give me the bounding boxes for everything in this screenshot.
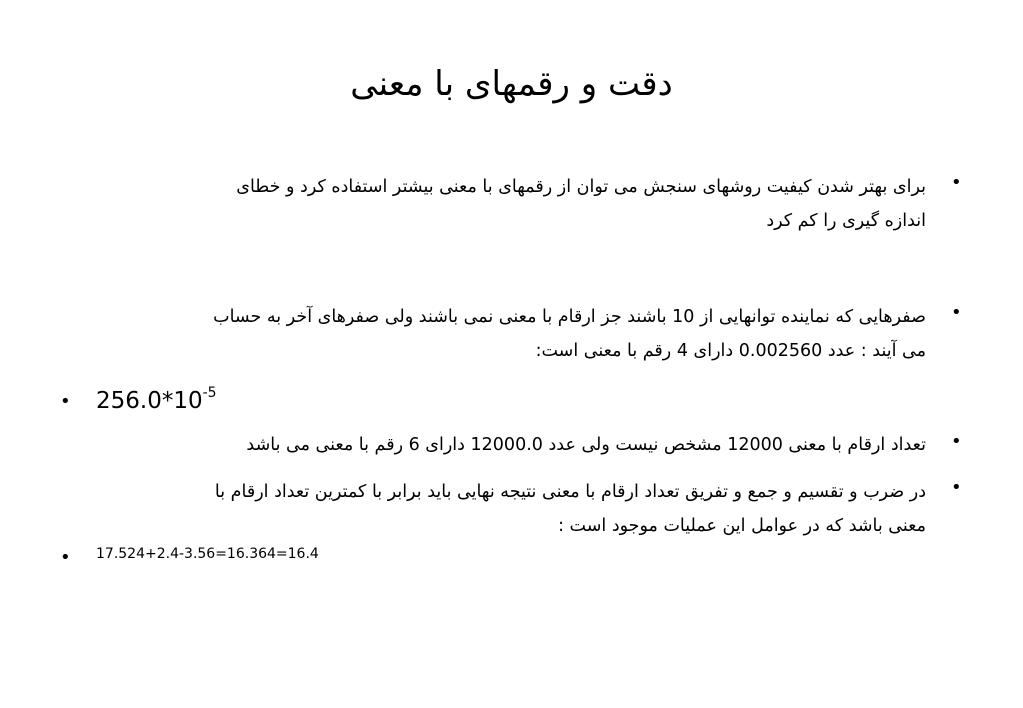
bullet-dot-2: • — [951, 302, 962, 323]
bullet-dot-4: • — [951, 431, 962, 452]
slide-title: دقت و رقمهای با معنی — [350, 64, 673, 104]
bullet-4-line-1: تعداد ارقام با معنی 12000 مشخص نیست ولی عدد 12000.0 دارای 6 رقم با معنی می باشد — [246, 435, 926, 455]
bullet-2 — [76, 300, 926, 368]
bullet-1-line-2: اندازه گیری را کم کرد — [766, 211, 926, 231]
bullet-5 — [66, 475, 926, 543]
bullet-1 — [96, 170, 926, 238]
formula-exponent: -5 — [202, 385, 217, 401]
bullet-dot-3: • — [60, 391, 71, 412]
bullet-5-line-2: معنی باشد که در عوامل این عملیات موجود است : — [558, 516, 926, 536]
bullet-6-equation: 17.524+2.4-3.56=16.364=16.4 — [96, 546, 319, 562]
bullet-5-line-1: در ضرب و تقسیم و جمع و تفریق تعداد ارقام با معنی نتیجه نهایی باید برابر با کمترین تعداد ارقام با — [214, 482, 926, 502]
formula-base: 256.0*10 — [96, 388, 203, 414]
bullet-3-formula — [96, 383, 217, 422]
bullet-dot-5: • — [951, 477, 962, 498]
bullet-dot-1: • — [951, 172, 962, 193]
bullet-dot-6: • — [60, 547, 71, 568]
bullet-1-line-1: برای بهتر شدن کیفیت روشهای سنجش می توان از رقمهای با معنی بیشتر استفاده کرد و خطای — [236, 177, 926, 197]
bullet-2-line-1: صفرهایی که نماینده توانهایی از 10 باشند جز ارقام با معنی نمی باشند ولی صفرهای آخر به حساب — [213, 307, 926, 327]
bullet-2-line-2: می آیند : عدد 0.002560 دارای 4 رقم با معنی است: — [535, 341, 926, 361]
bullet-4 — [96, 428, 926, 462]
